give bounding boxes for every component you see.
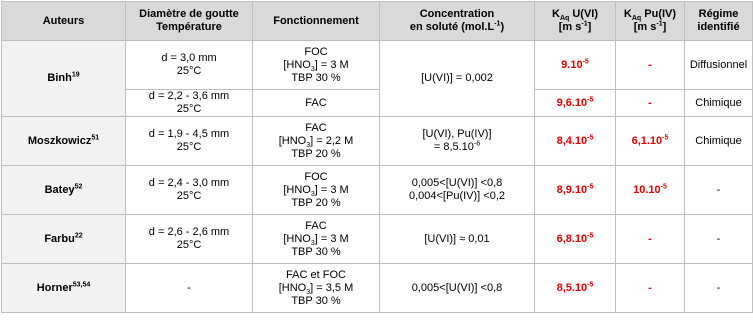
header-kaq-plutonium: $K_{Aq}$ Pu(IV) [m $s^{-1}$] [616,2,685,41]
kaq-uranium-value: $9.10^{-5}$ [535,41,616,90]
operation-cell: FAC $[HNO_3] = 2,2$ M TBP 20 % [253,117,380,166]
regime-cell: - [685,215,753,264]
table-row [2,117,753,166]
header-row [2,2,753,41]
concentration-cell: [U(VI)] = 0,002 [380,41,535,117]
kaq-plutonium-value: - [616,215,685,264]
kaq-uranium-value: $8,9.10^{-5}$ [535,166,616,215]
table-row [2,264,753,313]
regime-cell: Chimique [685,117,753,166]
operation-cell: FOC $[HNO_3] = 3$ M TBP 30 % [253,41,380,90]
kaq-plutonium-value: $6,1.10^{-5}$ [616,117,685,166]
author-cell: Batey$^{52}$ [2,166,126,215]
kaq-uranium-value: $8,4.10^{-5}$ [535,117,616,166]
author-cell: Binh$^{19}$ [2,41,126,117]
concentration-cell: 0,005<[U(VI)] <0,8 [380,264,535,313]
diameter-cell: d = 1,9 - 4,5 mm 25°C [126,117,253,166]
operation-cell: FOC $[HNO_3] = 3$ M TBP 20 % [253,166,380,215]
author-cell: Horner$^{53,54}$ [2,264,126,313]
header-kaq-uranium: $K_{Aq}$ U(VI) [m $s^{-1}$] [535,2,616,41]
table-row [2,215,753,264]
header-concentration: Concentration en soluté $(mol.L^{-1})$ [380,2,535,41]
kaq-uranium-value: $9,6.10^{-5}$ [535,90,616,117]
kaq-plutonium-value: $10.10^{-5}$ [616,166,685,215]
operation-cell: FAC et FOC $[HNO_3] = 3,5$ M TBP 30 % [253,264,380,313]
concentration-cell: 0,005<[U(VI)] <0,8 0,004<[Pu(IV)] <0,2 [380,166,535,215]
diameter-cell: d = 2,6 - 2,6 mm 25°C [126,215,253,264]
kaq-plutonium-value: - [616,264,685,313]
table-row [2,166,753,215]
author-cell: Moszkowicz$^{51}$ [2,117,126,166]
regime-cell: - [685,264,753,313]
table-row [2,41,753,90]
author-cell: Farbu$^{22}$ [2,215,126,264]
kaq-plutonium-value: - [616,90,685,117]
header-regime: Régime identifié [685,2,753,41]
table-container [1,1,752,324]
diameter-cell: - [126,264,253,313]
diameter-cell: d = 3,0 mm 25°C [126,41,253,90]
diameter-cell: d = 2,2 - 3,6 mm 25°C [126,90,253,117]
kaq-plutonium-value: - [616,41,685,90]
kinetics-comparison-table [1,1,753,313]
regime-cell: Chimique [685,90,753,117]
header-auteurs: Auteurs [2,2,126,41]
diameter-cell: d = 2,4 - 3,0 mm 25°C [126,166,253,215]
header-fonctionnement: Fonctionnement [253,2,380,41]
header-diametre: Diamètre de goutte Température [126,2,253,41]
concentration-cell: [U(VI)] ≈ 0,01 [380,215,535,264]
regime-cell: Diffusionnel [685,41,753,90]
kaq-uranium-value: $8,5.10^{-5}$ [535,264,616,313]
kaq-uranium-value: $6,8.10^{-5}$ [535,215,616,264]
operation-cell: FAC [253,90,380,117]
regime-cell: - [685,166,753,215]
concentration-cell: [U(VI), Pu(IV)] = $8,5.10^{-6}$ [380,117,535,166]
operation-cell: FAC $[HNO_3] = 3$ M TBP 30 % [253,215,380,264]
